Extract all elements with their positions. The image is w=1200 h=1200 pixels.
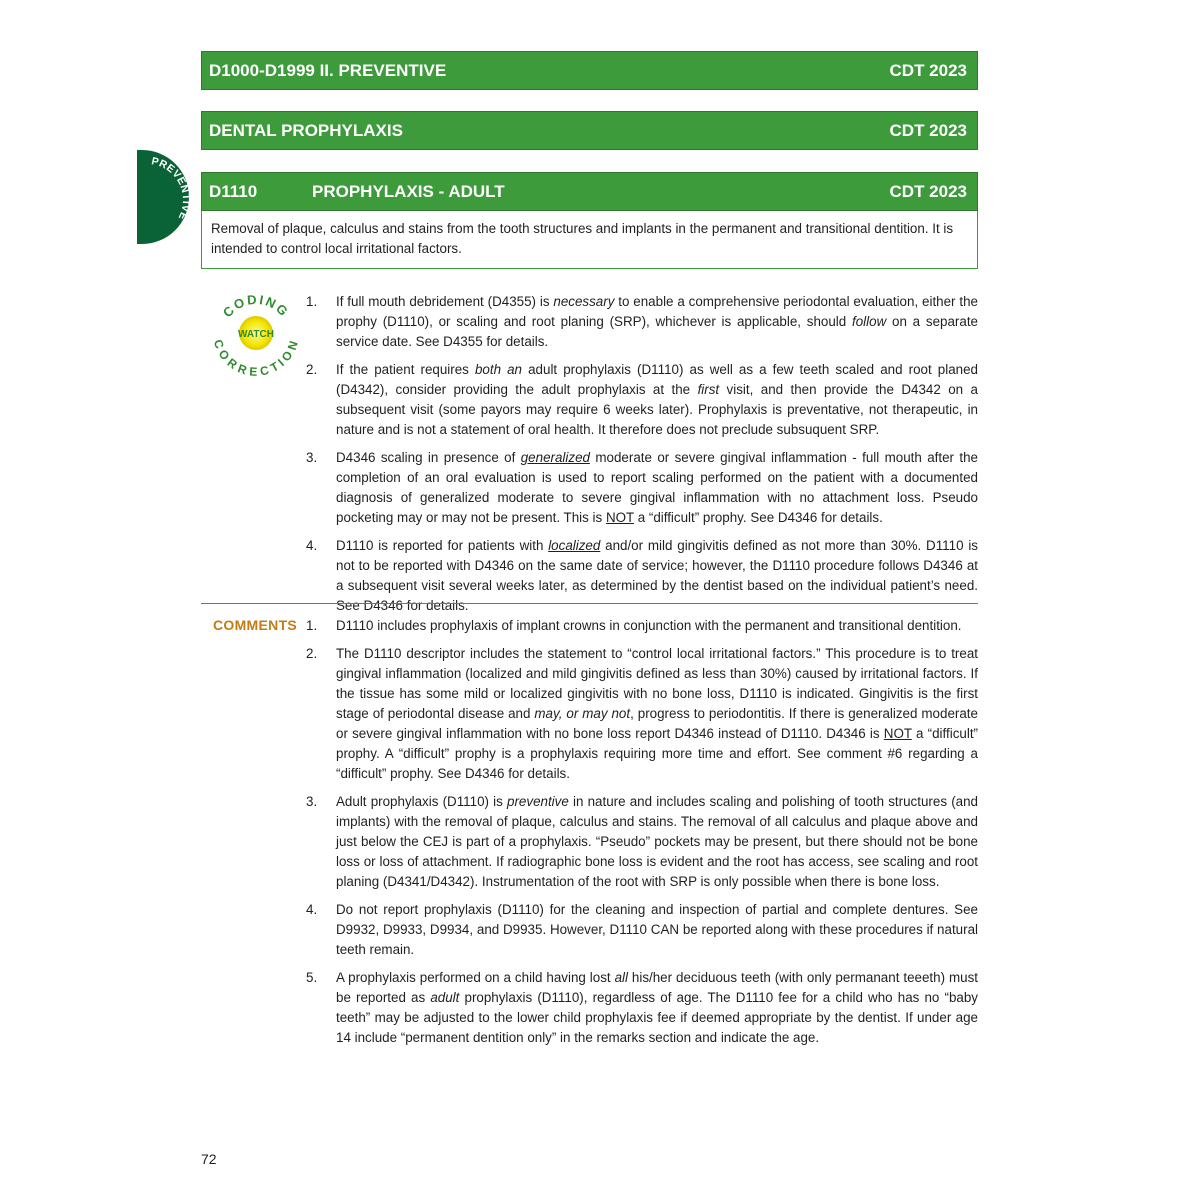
section-header-preventive (201, 51, 978, 90)
item-text: localized (548, 538, 601, 553)
section-title: D1000-D1999 II. PREVENTIVE (209, 61, 447, 80)
procedure-code: D1110 (209, 182, 258, 201)
coding-watch-list (306, 292, 978, 624)
item-text: If full mouth debridement (D4355) is (336, 294, 554, 309)
procedure-header (201, 172, 978, 211)
item-text: The D1110 descriptor includes the statement to “control local irritational factors.” This procedure is to treat gingival inflammation (localized and mild gingivitis defined as less than 30%) caused by irritational factors. If the tissue has some mild or localized gingivitis with no bone loss, D1110 is indicated. Gingivitis is the first stage of periodontal disease and (336, 646, 978, 721)
section-divider (201, 603, 978, 604)
cdt-edition: CDT 2023 (889, 61, 967, 80)
badge-graphic (210, 291, 302, 383)
badge-center-text: WATCH (238, 329, 274, 340)
svg-text:PREVENTIVE (150, 155, 192, 222)
item-number: 4. (306, 538, 318, 553)
item-text: prophylaxis (D1110), regardless of age. The D1110 fee for a child who has no “baby teeth” may be adjusted to the lower child prophylaxis fee if deemed appropriate by the dentist. If under age 14 include “permanent dentition only” in the remarks section and indicate the age. (336, 990, 978, 1045)
list-item (306, 292, 978, 352)
item-number: 3. (306, 450, 318, 465)
preventive-side-tab (137, 150, 193, 244)
item-text: preventive (507, 794, 569, 809)
item-text: follow (852, 314, 887, 329)
procedure-description: Removal of plaque, calculus and stains from the tooth structures and implants in the permanent and transitional dentition. It is intended to control local irritational factors. (201, 211, 978, 269)
item-text: both an (474, 362, 523, 377)
comments-heading: COMMENTS (213, 617, 298, 633)
item-text: Adult prophylaxis (D1110) is (336, 794, 508, 809)
list-item (306, 448, 978, 528)
section-header-dental-prophylaxis (201, 111, 978, 150)
item-text: adult prophylaxis (D1110) as well as a few teeth scaled and root planed (D4342), consider providing the adult prophylaxis at the (336, 362, 978, 397)
list-item (306, 536, 978, 616)
badge-top-text: CODING (219, 291, 293, 321)
list-item (306, 360, 978, 440)
item-text: D1110 is reported for patients with (336, 538, 549, 553)
item-text: adult (430, 990, 460, 1005)
procedure-name: PROPHYLAXIS - ADULT (312, 182, 505, 201)
item-number: 1. (306, 618, 318, 633)
list-item (306, 644, 978, 784)
badge-bottom-text: CORRECTION (210, 337, 302, 379)
item-text: his/her deciduous teeth (with only permanant teeeth) must be reported as (336, 970, 978, 1005)
comments-list (306, 616, 978, 1056)
cdt-edition: CDT 2023 (889, 121, 967, 140)
item-text: a “difficult” prophy. See D4346 for details. (633, 510, 883, 525)
side-tab-graphic (137, 150, 197, 244)
item-text: D4346 scaling in presence of (336, 450, 521, 465)
item-text: Do not report prophylaxis (D1110) for the cleaning and inspection of partial and complete dentures. See D9932, D9933, D9934, and D9935. However, D1110 CAN be reported along with these procedures if natural teeth remain. (336, 902, 978, 957)
item-number: 2. (306, 362, 318, 377)
subsection-title: DENTAL PROPHYLAXIS (209, 121, 403, 140)
item-text: may, or may not (534, 706, 631, 721)
list-item (306, 616, 978, 636)
item-number: 1. (306, 294, 318, 309)
item-text: first (697, 382, 720, 397)
coding-watch-correction-badge (210, 291, 302, 383)
list-item (306, 968, 978, 1048)
item-text: If the patient requires (336, 362, 475, 377)
item-text: generalized (520, 450, 590, 465)
item-text: on a separate service date. See D4355 for details. (336, 314, 978, 349)
side-tab-label: PREVENTIVE (150, 155, 193, 223)
item-text: moderate or severe gingival inflammation - full mouth after the completion of an oral evaluation is used to report scaling performed on the patient with a documented diagnosis of generalized moderate to severe gingival inflammation with no attachment loss. Pseudo pocketing may or may not be present. This is (336, 450, 978, 525)
item-text: to enable a comprehensive periodontal evaluation, either the prophy (D1110), or scaling and root planing (SRP), whichever is applicable, should (336, 294, 978, 329)
item-text: NOT (605, 510, 634, 525)
list-item (306, 792, 978, 892)
item-text: all (614, 970, 628, 985)
item-number: 3. (306, 794, 318, 809)
item-text: and/or mild gingivitis defined as not more than 30%. D1110 is not to be reported with D4346 on the same date of service; however, the D1110 procedure follows D4346 at a subsequent visit several weeks later, as determined by the dentist based on the individual patient’s need. See D4346 for details. (336, 538, 978, 613)
item-text: in nature and includes scaling and polishing of tooth structures (and implants) with the removal of plaque, calculus and stains. The removal of all calculus and plaque above and just below the CEJ is part of a prophylaxis. “Pseudo” pockets may be present, but there should not be bone loss or loss of attachment. If radiographic bone loss is evident and the root has access, see scaling and root planing (D4341/D4342). Instrumentation of the root with SRP is only possible when there is bone loss. (336, 794, 978, 889)
item-text: visit, and then provide the D4342 on a subsequent visit (some payors may require 6 weeks later). Prophylaxis is preventative, not therapeutic, in nature and is not a statement of oral health. It therefore does not preclude subsuquent SRP. (336, 382, 978, 437)
item-number: 5. (306, 970, 318, 985)
item-number: 2. (306, 646, 318, 661)
item-text: necessary (553, 294, 615, 309)
item-text: A prophylaxis performed on a child having lost (336, 970, 615, 985)
page-number: 72 (201, 1151, 217, 1167)
list-item (306, 900, 978, 960)
item-text: D1110 includes prophylaxis of implant crowns in conjunction with the permanent and transitional dentition. (336, 618, 962, 633)
item-number: 4. (306, 902, 318, 917)
item-text: , progress to periodontitis. If there is generalized moderate or severe gingival inflammation with no bone loss report D4346 instead of D1110. D4346 is (336, 706, 978, 741)
item-text: a “difficult” prophy. A “difficult” prophy is a prophylaxis requiring more time and effort. See comment #6 regarding a “difficult” prophy. See D4346 for details. (336, 726, 979, 781)
item-text: NOT (883, 726, 912, 741)
svg-text:CODING (220, 292, 292, 320)
cdt-edition: CDT 2023 (889, 182, 967, 201)
